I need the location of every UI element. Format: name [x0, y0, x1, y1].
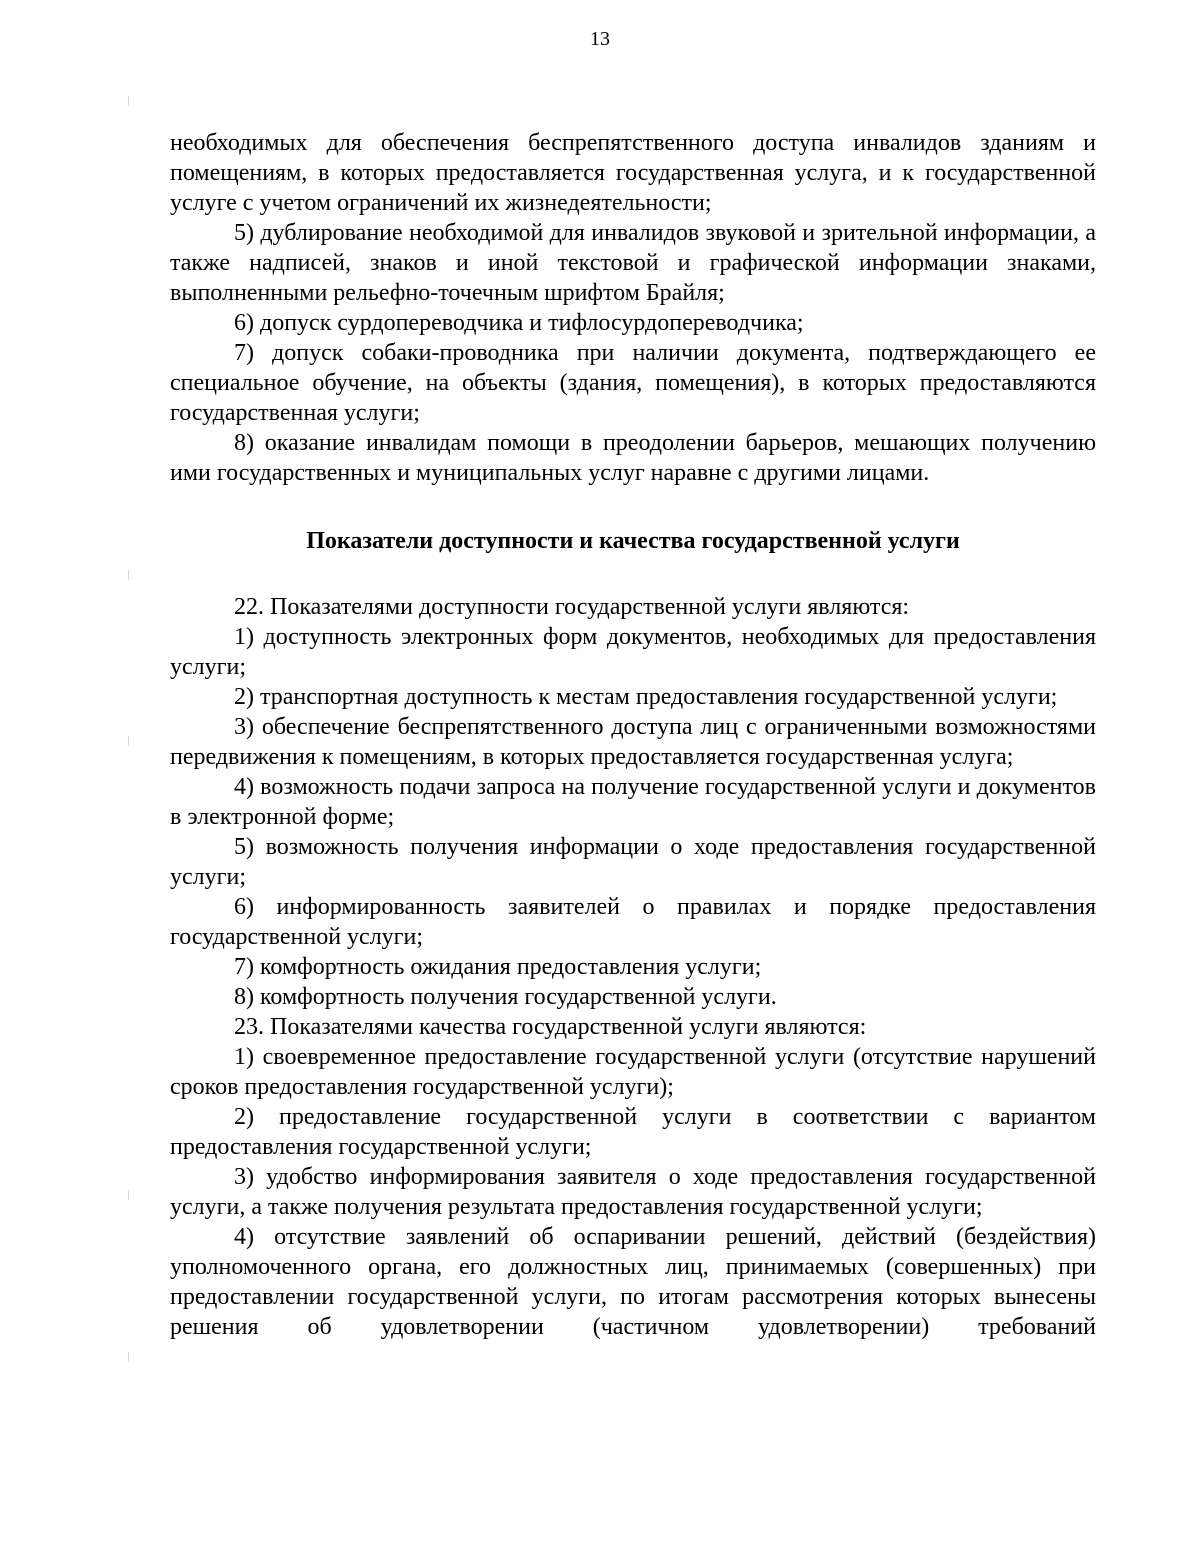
- scan-margin-mark: [128, 1352, 129, 1362]
- scan-margin-mark: [128, 736, 129, 746]
- clause-22-item-6: 6) информированность заявителей о правилах и порядке предоставления государственной услуги;: [170, 894, 1096, 950]
- clause-22-item-1: 1) доступность электронных форм документов, необходимых для предоставления услуги;: [170, 624, 1096, 680]
- clause-23: 23. Показателями качества государственной услуги являются:: [234, 1014, 867, 1040]
- list-item-5-duplication: 5) дублирование необходимой для инвалидов звуковой и зрительной информации, а также надписей, знаков и иной текстовой и графической информации знаками, выполненными рельефно-точечным шрифтом Брайля;: [170, 220, 1096, 306]
- scan-margin-mark: [128, 570, 129, 580]
- clause-22-item-2: 2) транспортная доступность к местам предоставления государственной услуги;: [234, 684, 1058, 710]
- clause-22-item-4: 4) возможность подачи запроса на получение государственной услуги и документов в электронной форме;: [170, 774, 1096, 830]
- clause-22: 22. Показателями доступности государственной услуги являются:: [234, 594, 910, 620]
- clause-23-item-2: 2) предоставление государственной услуги в соответствии с вариантом предоставления государственной услуги;: [170, 1104, 1096, 1160]
- clause-23-item-3: 3) удобство информирования заявителя о ходе предоставления государственной услуги, а также получения результата предоставления государственной услуги;: [170, 1164, 1096, 1220]
- clause-23-item-4: 4) отсутствие заявлений об оспаривании решений, действий (бездействия) уполномоченного органа, его должностных лиц, принимаемых (совершенных) при предоставлении государственной услуги, по итогам рассмотрения которых вынесены решения об удовлетворении (частичном удовлетворении) требований: [170, 1224, 1096, 1340]
- clause-22-item-3: 3) обеспечение беспрепятственного доступа лиц с ограниченными возможностями передвижения к помещениям, в которых предоставляется государственная услуга;: [170, 714, 1096, 770]
- section-heading: Показатели доступности и качества государственной услуги: [306, 528, 960, 554]
- list-item-7-guide-dog: 7) допуск собаки-проводника при наличии документа, подтверждающего ее специальное обучение, на объекты (здания, помещения), в которых предоставляются государственная услуги;: [170, 340, 1096, 426]
- clause-23-item-1: 1) своевременное предоставление государственной услуги (отсутствие нарушений сроков предоставления государственной услуги);: [170, 1044, 1096, 1100]
- page-number: 13: [590, 28, 610, 50]
- clause-22-item-5: 5) возможность получения информации о ходе предоставления государственной услуги;: [170, 834, 1096, 890]
- scan-margin-mark: [128, 96, 129, 106]
- list-item-6-interpreter: 6) допуск сурдопереводчика и тифлосурдопереводчика;: [234, 310, 804, 336]
- list-item-8-assistance: 8) оказание инвалидам помощи в преодолении барьеров, мешающих получению ими государственных и муниципальных услуг наравне с другими лицами.: [170, 430, 1096, 486]
- clause-22-item-8: 8) комфортность получения государственной услуги.: [234, 984, 777, 1010]
- document-body: [170, 128, 1096, 1342]
- paragraph-continuation: необходимых для обеспечения беспрепятственного доступа инвалидов зданиям и помещениям, в которых предоставляется государственная услуга, и к государственной услуге с учетом ограничений их жизнедеятельности;: [170, 130, 1096, 216]
- scan-margin-mark: [128, 1190, 129, 1200]
- clause-22-item-7: 7) комфортность ожидания предоставления услуги;: [234, 954, 762, 980]
